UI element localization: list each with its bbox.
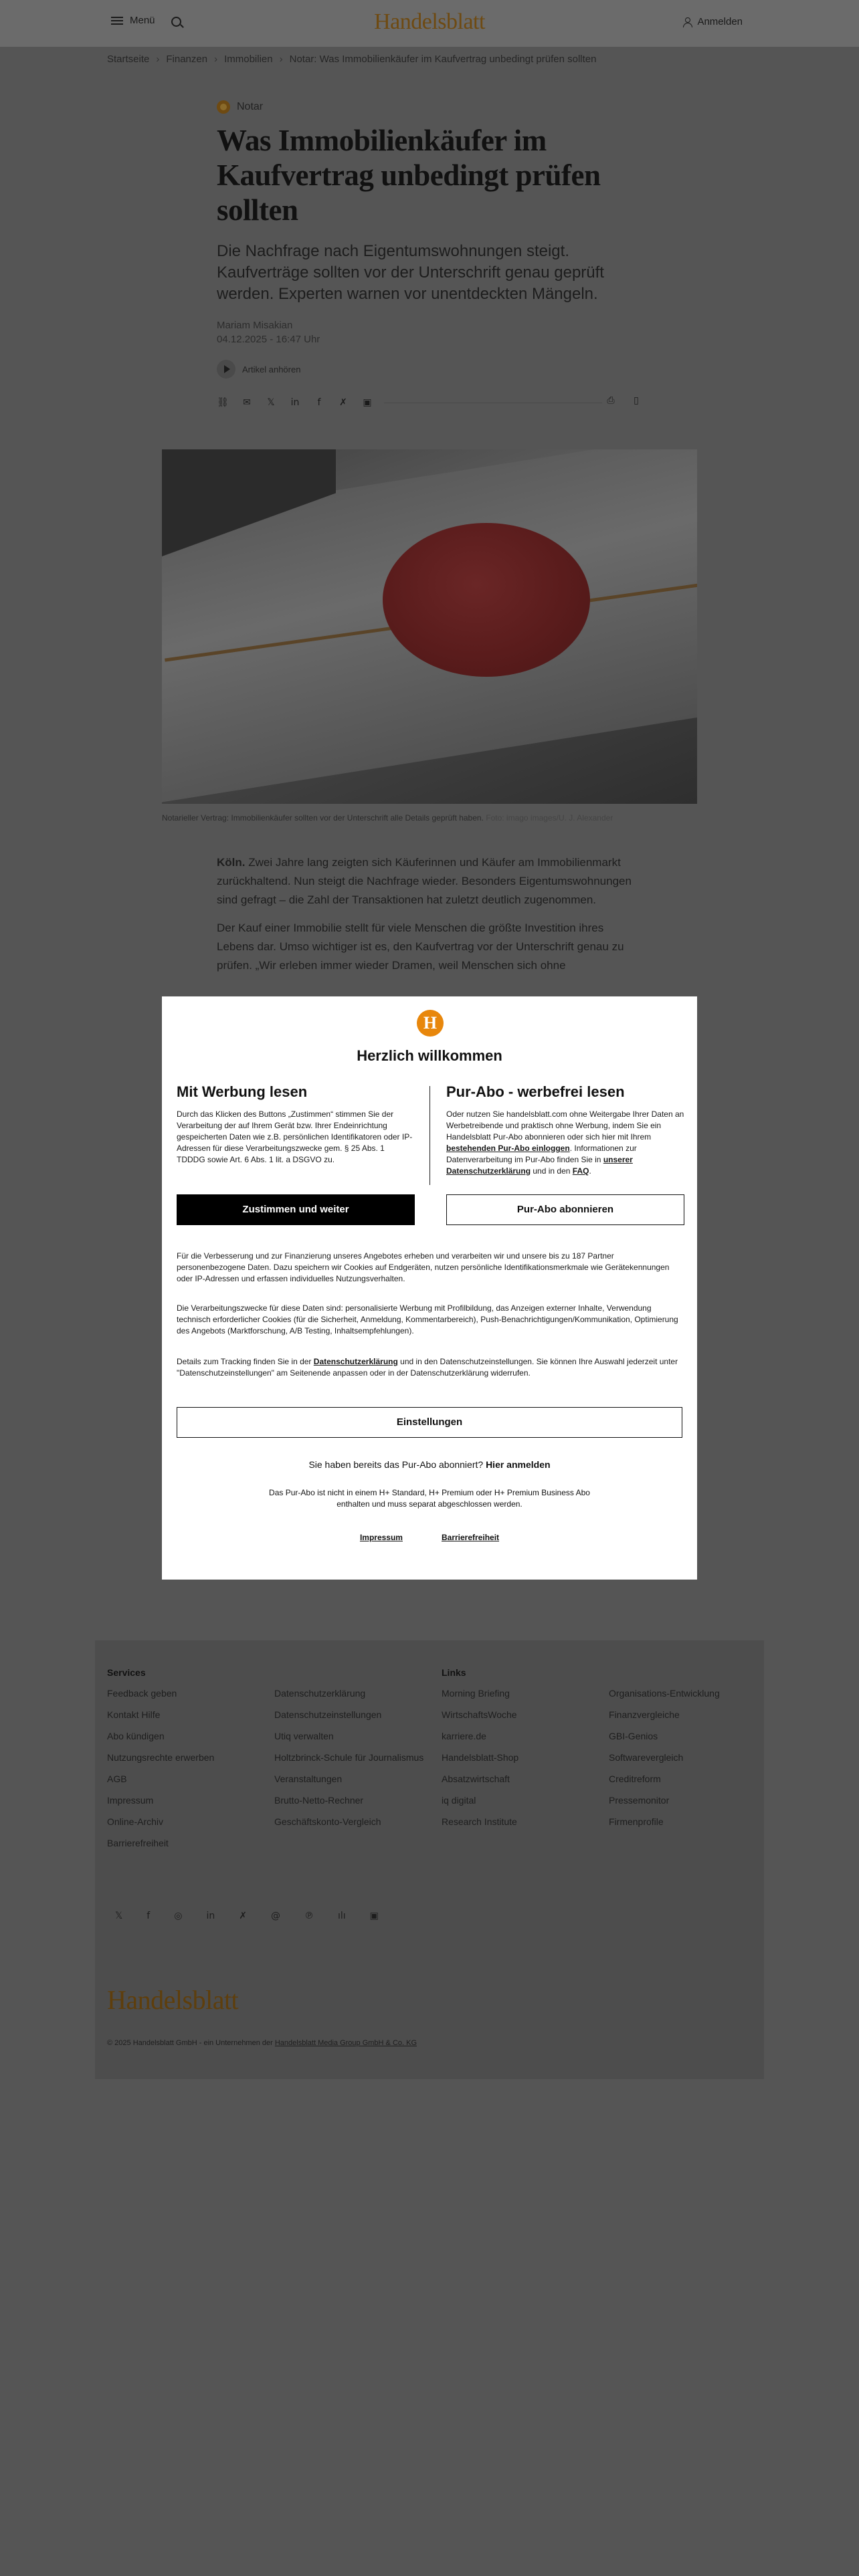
footer-link[interactable]: Feedback geben xyxy=(107,1688,177,1699)
image-caption xyxy=(162,813,697,823)
login-button[interactable] xyxy=(682,16,743,27)
site-logo[interactable]: Handelsblatt xyxy=(374,9,485,34)
dateline: Köln. xyxy=(217,856,246,869)
login-label: Anmelden xyxy=(697,16,743,27)
footer-link[interactable]: Creditreform xyxy=(609,1774,661,1784)
pur-abo-text xyxy=(446,1109,684,1182)
site-footer xyxy=(95,1640,764,2079)
pur-abo-note: Das Pur-Abo ist nicht in einem H+ Standard, H+ Premium oder H+ Premium Business Abo enthalten und muss separat abgeschlossen werden. xyxy=(269,1488,590,1509)
topic-icon xyxy=(217,100,230,114)
podcast-icon[interactable]: ılı xyxy=(337,1911,346,1921)
footer-link[interactable]: Datenschutzerklärung xyxy=(274,1688,366,1699)
dialog-title: Herzlich willkommen xyxy=(357,1047,502,1064)
footer-link[interactable]: iq digital xyxy=(442,1795,476,1806)
footer-spacer xyxy=(609,1667,752,1679)
accessibility-link[interactable]: Barrierefreiheit xyxy=(441,1533,500,1542)
footer-link[interactable]: Firmenprofile xyxy=(609,1816,664,1827)
faq-link[interactable]: FAQ xyxy=(572,1166,589,1176)
footer-col-2 xyxy=(274,1667,442,1858)
with-ads-heading: Mit Werbung lesen xyxy=(177,1083,308,1100)
footer-link[interactable]: Pressemonitor xyxy=(609,1795,670,1806)
footer-columns xyxy=(107,1667,752,1858)
topic-label: Notar xyxy=(237,101,264,112)
menu-label: Menü xyxy=(130,15,155,26)
footer-link[interactable]: Datenschutzeinstellungen xyxy=(274,1709,382,1720)
footer-col-links xyxy=(442,1667,609,1858)
services-heading: Services xyxy=(107,1667,146,1678)
accept-button[interactable]: Zustimmen und weiter xyxy=(177,1194,415,1225)
link-icon[interactable]: ⛓ xyxy=(217,397,229,408)
links-heading: Links xyxy=(442,1667,466,1678)
footer-link[interactable]: Brutto-Netto-Rechner xyxy=(274,1795,364,1806)
breadcrumb-item[interactable]: Finanzen xyxy=(166,53,208,65)
privacy-link[interactable]: unserer Datenschutzerklärung xyxy=(446,1155,633,1176)
breadcrumb-item[interactable]: Startseite xyxy=(107,53,150,65)
login-link[interactable]: Hier anmelden xyxy=(486,1459,551,1470)
linkedin-icon[interactable]: in xyxy=(290,397,300,408)
article-body xyxy=(217,853,642,984)
linkedin-icon[interactable]: in xyxy=(206,1911,215,1921)
hero-image xyxy=(162,449,697,804)
caption-text: Notarieller Vertrag: Immobilienkäufer sollten vor der Unterschrift alle Details geprüft haben. xyxy=(162,813,484,823)
footer-link[interactable]: Abo kündigen xyxy=(107,1731,165,1741)
breadcrumb xyxy=(107,53,596,65)
pinterest-icon[interactable]: ℗ xyxy=(304,1911,314,1921)
already-subscribed xyxy=(162,1459,697,1470)
footer-col-4 xyxy=(609,1667,752,1858)
pur-abo-text-4: . xyxy=(589,1166,591,1176)
share-bar xyxy=(217,395,642,411)
topic-tag[interactable] xyxy=(217,100,642,114)
instagram-icon[interactable]: ◎ xyxy=(174,1911,183,1921)
footer-link[interactable]: Kontakt Hilfe xyxy=(107,1709,161,1720)
x-icon[interactable]: 𝕏 xyxy=(115,1911,123,1921)
article-header xyxy=(217,100,642,411)
footer-link[interactable]: Geschäftskonto-Vergleich xyxy=(274,1816,381,1827)
article-title: Was Immobilienkäufer im Kaufvertrag unbedingt prüfen sollten xyxy=(217,124,601,227)
publisher-link[interactable]: Handelsblatt Media Group GmbH & Co. KG xyxy=(274,2039,417,2047)
play-icon xyxy=(217,360,235,379)
copyright-text: © 2025 Handelsblatt GmbH - ein Unternehmen der xyxy=(107,2039,273,2047)
pur-abo-text-2: . Informationen zur Datenverarbeitung im Pur-Abo finden Sie in xyxy=(446,1144,637,1164)
footer-link[interactable]: Holtzbrinck-Schule für Journalismus xyxy=(274,1752,424,1763)
footer-col-services xyxy=(107,1667,274,1858)
footer-link[interactable]: Morning Briefing xyxy=(442,1688,510,1699)
handelsblatt-logo-icon: H xyxy=(417,1010,444,1037)
x-icon[interactable]: 𝕏 xyxy=(267,397,275,408)
author-name[interactable]: Mariam Misakian xyxy=(217,320,293,331)
already-text: Sie haben bereits das Pur-Abo abonniert? xyxy=(308,1459,484,1470)
pur-abo-text-3: und in den xyxy=(533,1166,571,1176)
xing-icon[interactable]: ✗ xyxy=(239,1911,247,1921)
breadcrumb-current: Notar: Was Immobilienkäufer im Kaufvertrag unbedingt prüfen sollten xyxy=(289,53,597,65)
footer-link[interactable]: AGB xyxy=(107,1774,127,1784)
paragraph xyxy=(217,853,642,909)
subscribe-button[interactable]: Pur-Abo abonnieren xyxy=(446,1194,684,1225)
footer-link[interactable]: WirtschaftsWoche xyxy=(442,1709,517,1720)
paragraph-text: Zwei Jahre lang zeigten sich Käuferinnen und Käufer am Immobilienmarkt zurückhaltend. Nun steigt die Nachfrage wieder. Besonders Eigentumswohnungen sind gefragt – die Zahl der Transaktionen hat zuletzt deutlich zugenommen. xyxy=(217,856,632,906)
settings-button[interactable]: Einstellungen xyxy=(177,1407,682,1438)
with-ads-column xyxy=(177,1083,415,1225)
with-ads-text: Durch das Klicken des Buttons „Zustimmen“ stimmen Sie der Verarbeitung der auf Ihrem Gerät bzw. Ihrer Endeinrichtung gespeicherten Daten wie z.B. persönlichen Identifikatoren oder IP-Adressen für diese Verarbeitungszwecke gem. § 25 Abs. 1 TDDDG sowie Art. 6 Abs. 1 lit. a DSGVO zu. xyxy=(177,1109,413,1164)
share-actions xyxy=(605,395,642,407)
impressum-link[interactable]: Impressum xyxy=(359,1533,403,1542)
footer-link[interactable]: Organisations-Entwicklung xyxy=(609,1688,720,1699)
facebook-icon[interactable]: f xyxy=(147,1911,151,1921)
chevron-right-icon: › xyxy=(279,53,283,65)
footer-link[interactable]: Research Institute xyxy=(442,1816,517,1827)
consent-info-3 xyxy=(177,1356,682,1379)
dialog-footer-links xyxy=(162,1533,697,1542)
pur-abo-heading: Pur-Abo - werbefrei lesen xyxy=(446,1083,625,1100)
article-lead: Die Nachfrage nach Eigentumswohnungen steigt. Kaufverträge sollten vor der Unterschrift genau geprüft werden. Experten warnen vor unentdeckten Mängeln. xyxy=(217,242,604,303)
listen-label: Artikel anhören xyxy=(242,364,301,374)
footer-link[interactable]: Softwarevergleich xyxy=(609,1752,684,1763)
copyright xyxy=(107,2039,417,2047)
consent-info-3a: Details zum Tracking finden Sie in der xyxy=(177,1357,312,1366)
listen-button[interactable] xyxy=(217,360,642,379)
paragraph-text: Der Kauf einer Immobilie stellt für viele Menschen die größte Investition ihres Lebens dar. Umso wichtiger ist es, den Kaufvertrag vor der Unterschrift genau zu prüfen. „Wir erleben immer wieder Dramen, weil Menschen sich ohne xyxy=(217,922,624,972)
consent-info-1: Für die Verbesserung und zur Finanzierung unseres Angebotes erheben und verarbeiten wir und unsere bis zu 187 Partner personenbezogene Daten. Dazu speichern wir Cookies auf Endgeräten, nutzen persönliche Identifikationsmerkmale wie Gerätekennungen oder IP-Adressen und erfassen individuelles Nutzungsverhalten. xyxy=(177,1251,670,1283)
footer-link[interactable]: Utiq verwalten xyxy=(274,1731,334,1741)
threads-icon[interactable]: @ xyxy=(270,1911,280,1921)
footer-spacer xyxy=(274,1667,442,1679)
comment-icon[interactable]: ▣ xyxy=(363,397,372,408)
footer-link[interactable]: Veranstaltungen xyxy=(274,1774,343,1784)
consent-info-3b: und in den Datenschutzeinstellungen. Sie können Ihre Auswahl jederzeit unter "Datenschutzeinstellungen" am Seitenende anpassen oder in der Datenschutzerklärung widerrufen. xyxy=(177,1357,678,1378)
xing-icon[interactable]: ✗ xyxy=(339,397,347,408)
facebook-icon[interactable]: f xyxy=(317,397,321,408)
footer-link[interactable]: Barrierefreiheit xyxy=(107,1838,169,1848)
top-bar xyxy=(0,0,859,47)
newsletter-icon[interactable]: ▣ xyxy=(369,1911,379,1921)
chevron-right-icon: › xyxy=(156,53,160,65)
bookmark-icon[interactable]: ▯ xyxy=(634,395,639,406)
print-icon[interactable]: ⎙ xyxy=(607,395,615,406)
breadcrumb-item[interactable]: Immobilien xyxy=(224,53,273,65)
footer-logo[interactable]: Handelsblatt xyxy=(107,1985,239,2015)
footer-link[interactable]: Absatzwirtschaft xyxy=(442,1774,510,1784)
social-links xyxy=(115,1911,379,1921)
hero-seal-shape xyxy=(383,523,590,677)
footer-link[interactable]: Impressum xyxy=(107,1795,154,1806)
user-icon xyxy=(682,17,692,27)
footer-link[interactable]: Online-Archiv xyxy=(107,1816,164,1827)
paragraph xyxy=(217,919,642,975)
publish-date: 04.12.2025 - 16:47 Uhr xyxy=(217,334,320,345)
privacy-policy-link[interactable]: Datenschutzerklärung xyxy=(313,1357,398,1366)
consent-info-2: Die Verarbeitungszwecke für diese Daten sind: personalisierte Werbung mit Profilbildung, das Anzeigen externer Inhalte, Verwendung technisch erforderlicher Cookies (für die Sicherheit, Anmeldung, Kommentarbereich), Push-Benachrichtigungen/Kommunikation, Optimierung des Angebots (Marktforschung, A/B Testing, Inhaltsempfehlungen). xyxy=(177,1303,678,1335)
pur-abo-text-1: Oder nutzen Sie handelsblatt.com ohne Weitergabe Ihrer Daten an Werbetreibende und praktisch ohne Werbung, indem Sie ein Handelsblatt Pur-Abo abonnieren oder sich hier mit Ihrem xyxy=(446,1109,684,1142)
consent-dialog xyxy=(162,996,697,1580)
pur-abo-column xyxy=(446,1083,684,1225)
pur-abo-login-link[interactable]: bestehenden Pur-Abo einloggen xyxy=(446,1144,570,1153)
footer-link[interactable]: GBI-Genios xyxy=(609,1731,658,1741)
footer-link[interactable]: Handelsblatt-Shop xyxy=(442,1752,519,1763)
footer-link[interactable]: Finanzvergleiche xyxy=(609,1709,680,1720)
mail-icon[interactable]: ✉ xyxy=(243,397,251,408)
chevron-right-icon: › xyxy=(214,53,218,65)
footer-link[interactable]: karriere.de xyxy=(442,1731,486,1741)
footer-link[interactable]: Nutzungsrechte erwerben xyxy=(107,1752,215,1763)
caption-credit: Foto: imago images/U. J. Alexander xyxy=(486,813,613,823)
